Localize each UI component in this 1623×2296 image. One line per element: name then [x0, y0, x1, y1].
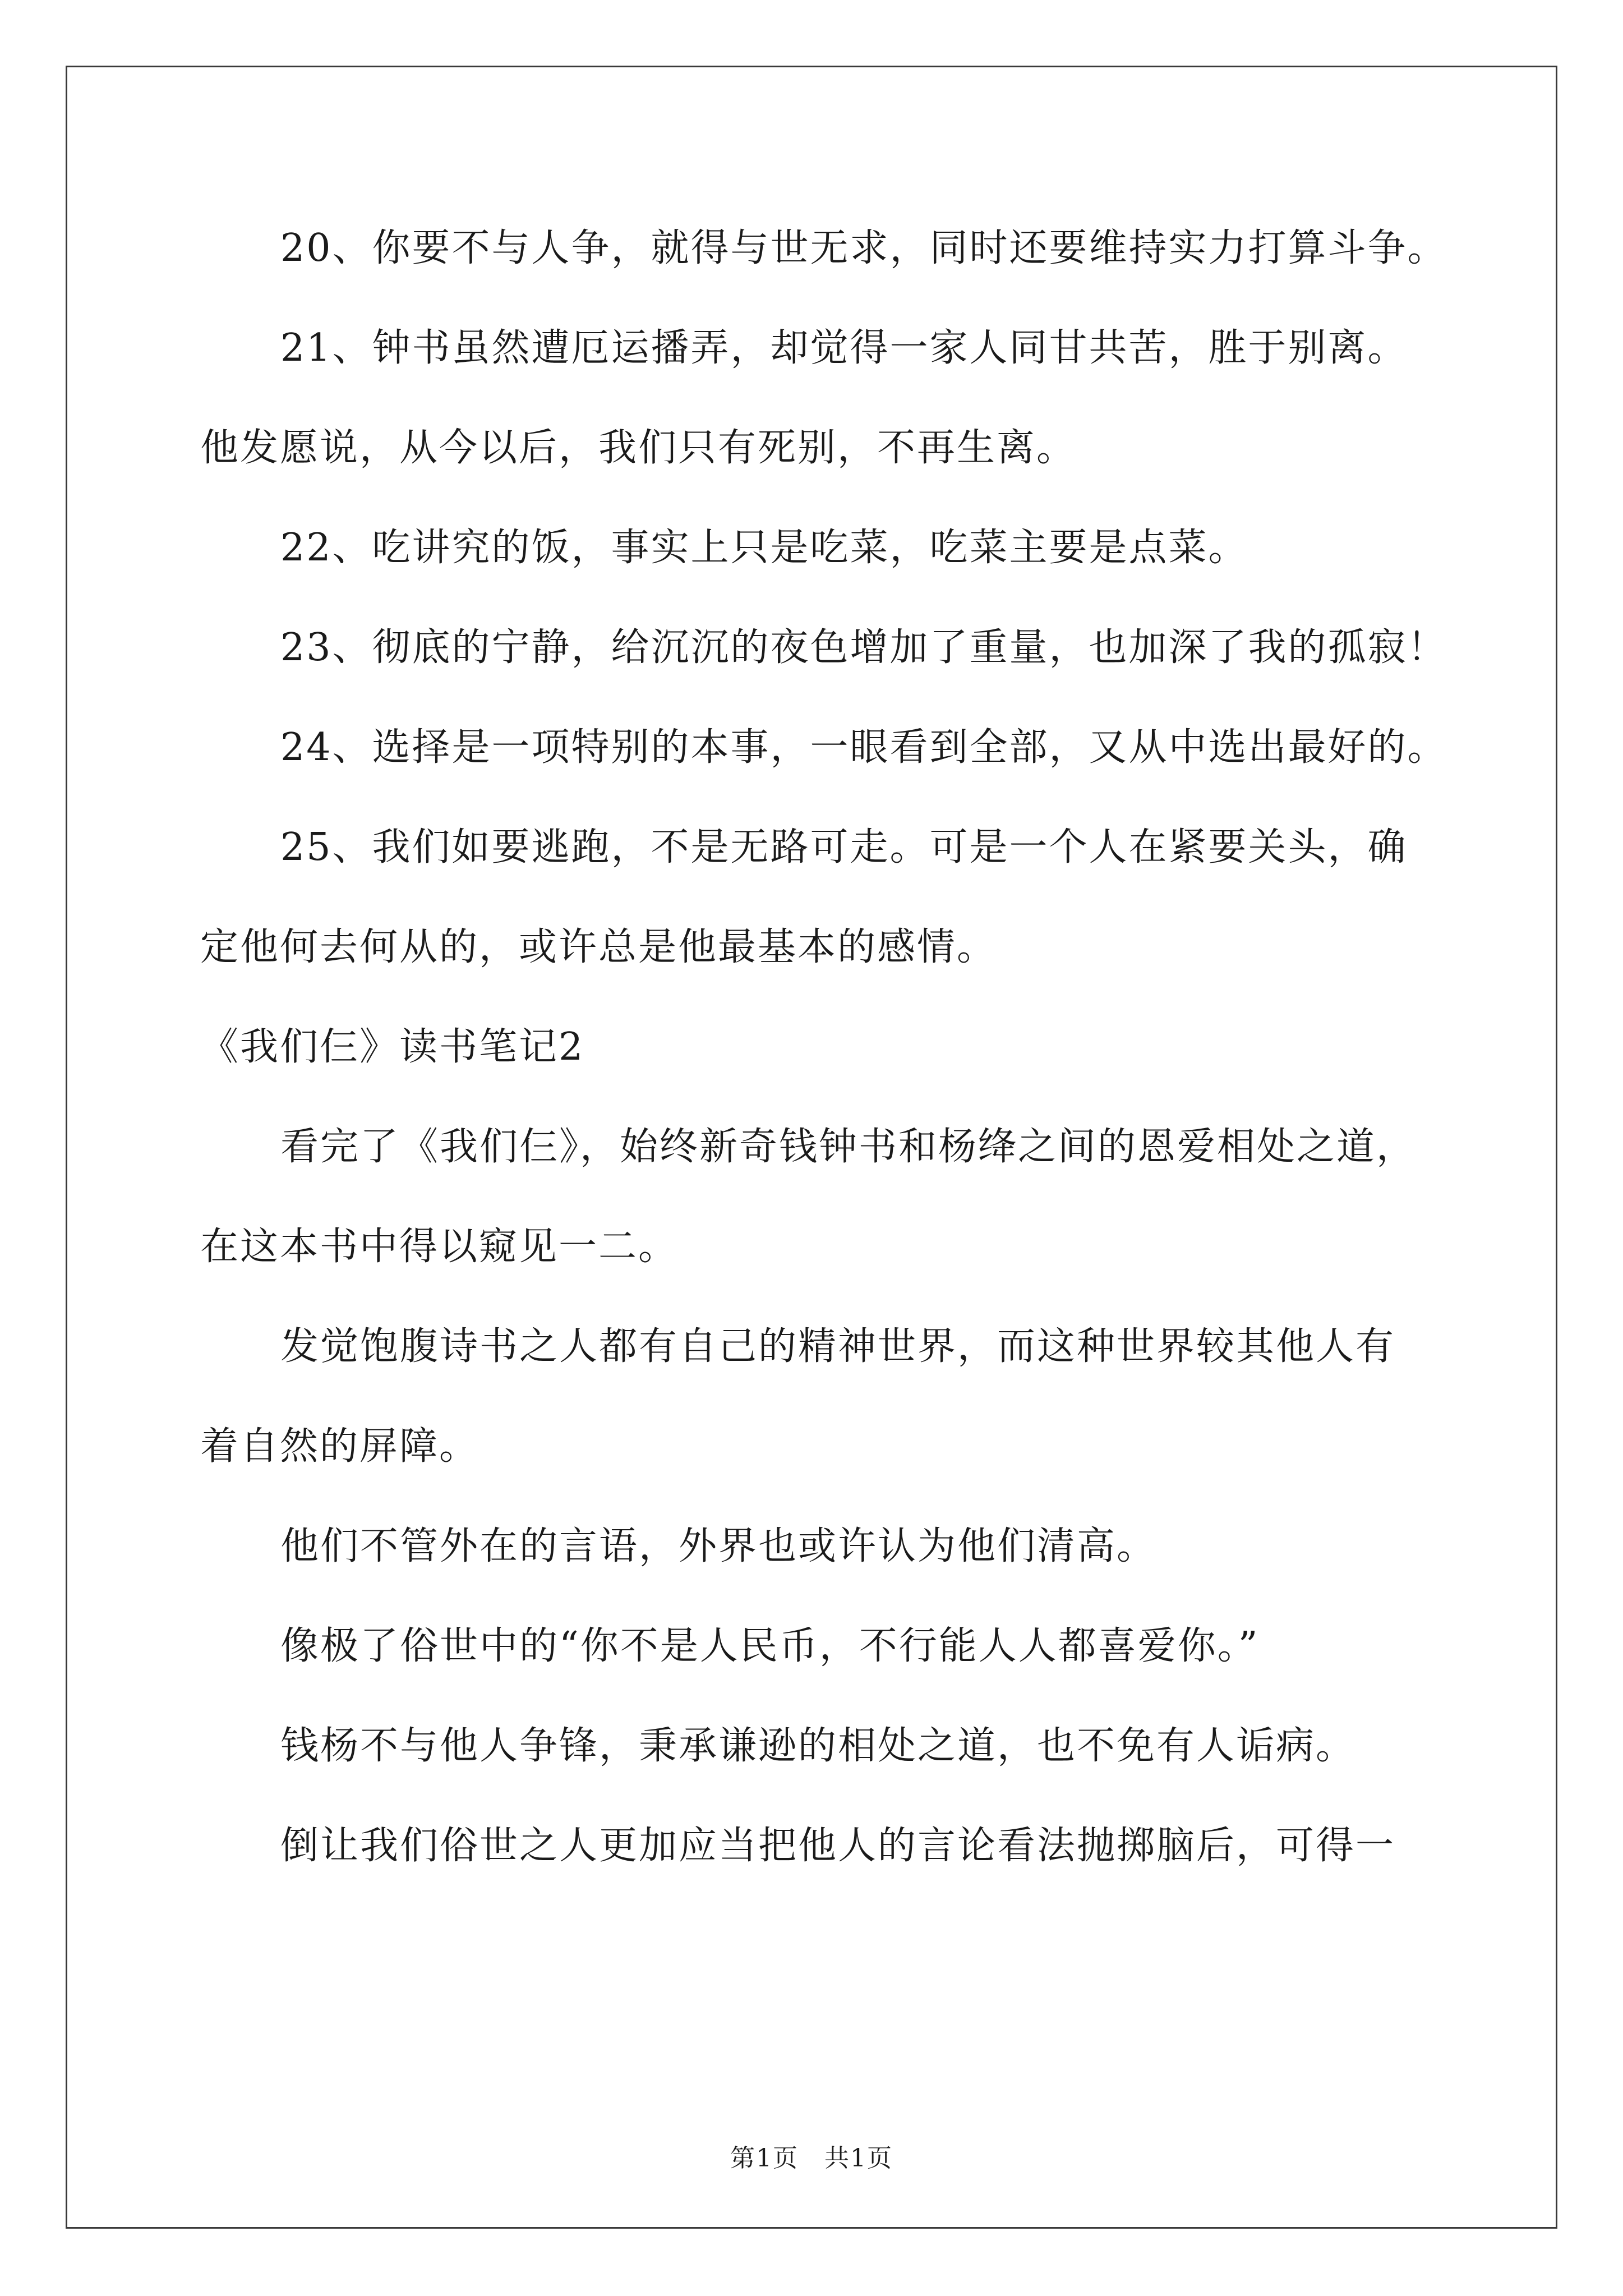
text-line: 发觉饱腹诗书之人都有自己的精神世界，而这种世界较其他人有	[280, 1324, 1396, 1369]
text-line: 他发愿说，从今以后，我们只有死别，不再生离。	[200, 426, 1077, 470]
text-line: 22、吃讲究的饭，事实上只是吃菜，吃菜主要是点菜。	[280, 526, 1248, 570]
text-line: 看完了《我们仨》，始终新奇钱钟书和杨绛之间的恩爱相处之道，	[280, 1125, 1417, 1169]
text-line: 着自然的屏障。	[200, 1424, 479, 1469]
text-line: 23、彻底的宁静，给沉沉的夜色增加了重量，也加深了我的孤寂！	[280, 625, 1447, 670]
text-line: 他们不管外在的言语，外界也或许认为他们清高。	[280, 1524, 1157, 1568]
text-line: 在这本书中得以窥见一二。	[200, 1225, 679, 1269]
text-line: 钱杨不与他人争锋，秉承谦逊的相处之道，也不免有人诟病。	[280, 1724, 1356, 1768]
text-line: 定他何去何从的，或许总是他最基本的感情。	[200, 925, 997, 969]
text-line: 21、钟书虽然遭厄运播弄，却觉得一家人同甘共苦，胜于别离。	[280, 326, 1408, 370]
text-line: 20、你要不与人争，就得与世无求，同时还要维持实力打算斗争。	[280, 226, 1447, 270]
section-heading: 《我们仨》读书笔记2	[200, 1025, 585, 1069]
page-footer: 第1页 共1页	[730, 2144, 893, 2173]
text-line: 像极了俗世中的“你不是人民币，不行能人人都喜爱你。”	[280, 1624, 1260, 1668]
text-line: 24、选择是一项特别的本事，一眼看到全部，又从中选出最好的。	[280, 725, 1447, 770]
text-line: 25、我们如要逃跑，不是无路可走。可是一个人在紧要关头，确	[280, 825, 1408, 869]
text-line: 倒让我们俗世之人更加应当把他人的言论看法抛掷脑后，可得一	[280, 1824, 1396, 1868]
